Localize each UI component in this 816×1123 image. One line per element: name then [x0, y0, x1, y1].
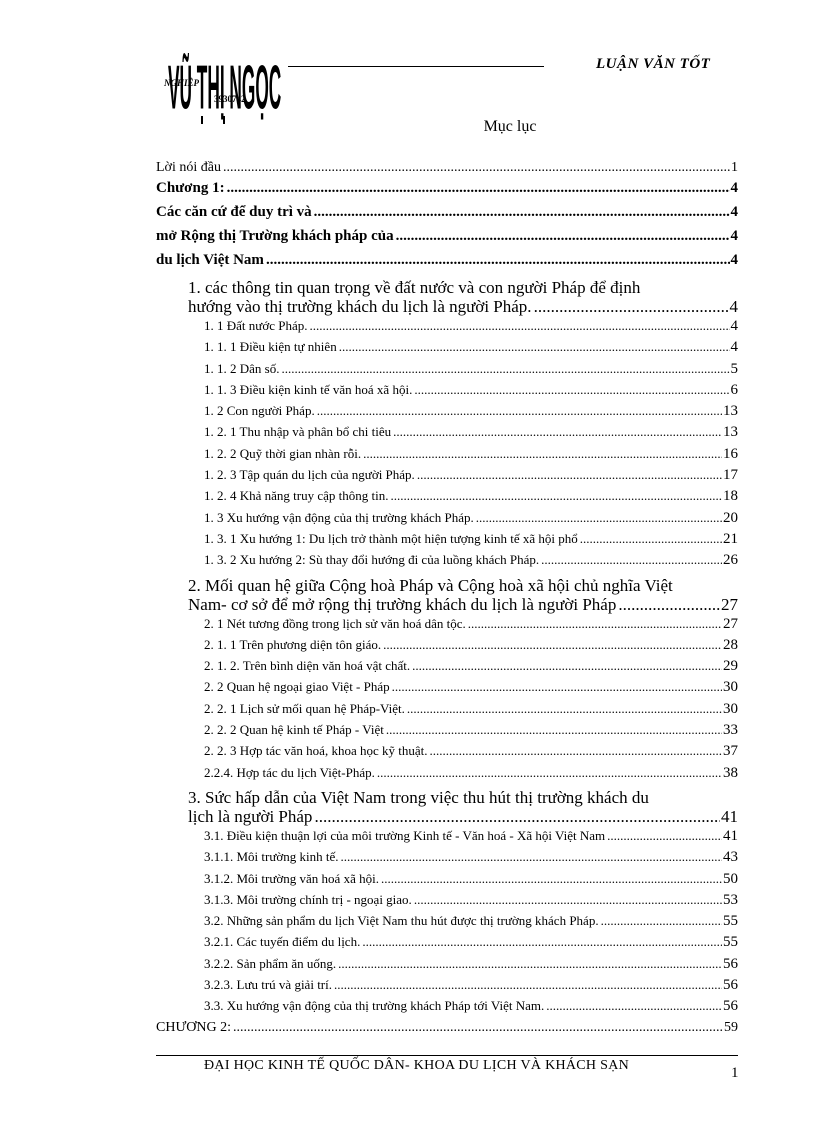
toc-entry-page: 4: [729, 298, 738, 316]
toc-title: Mục lục: [483, 118, 537, 135]
header-label: LUẬN VĂN TỐT: [596, 56, 711, 72]
toc-entry-label: 1. 1. 1 Điều kiện tự nhiên: [204, 340, 337, 355]
toc-entry-page: 56: [723, 956, 738, 972]
toc-entry-label: 3.2.3. Lưu trú và giải trí.: [204, 978, 332, 993]
toc-entry[interactable]: [156, 893, 738, 914]
toc-entry[interactable]: [156, 253, 738, 277]
toc-entry[interactable]: [156, 808, 738, 829]
toc-entry-page: 41: [723, 828, 738, 844]
logo-name: VŨ THỊ NGỌC: [168, 52, 282, 123]
toc-entry[interactable]: [156, 404, 738, 425]
toc-entry-label: hướng vào thị trường khách du lịch là người Pháp.: [188, 298, 532, 316]
toc-entry-page: 53: [723, 892, 738, 908]
toc-entry-page: 13: [723, 425, 738, 441]
toc-entry-page: 4: [730, 340, 738, 356]
toc-entry-label: 2. 2 Quan hệ ngoại giao Việt - Pháp: [204, 680, 390, 695]
toc-entry-label: 1. 2. 4 Khả năng truy cập thông tin.: [204, 489, 389, 504]
footer-rule: [156, 1055, 738, 1056]
toc-entry-page: 30: [723, 680, 738, 696]
toc-entry[interactable]: [156, 161, 738, 181]
toc-entry[interactable]: [156, 362, 738, 383]
toc-entry[interactable]: [156, 680, 738, 701]
toc-entry[interactable]: [156, 999, 738, 1020]
toc-entry-label: 1. 1 Đất nước Pháp.: [204, 319, 308, 333]
toc-entry-page: 43: [723, 850, 738, 866]
toc-entry-page: 13: [723, 404, 738, 420]
header-rule: [288, 66, 544, 67]
toc-entry-label: 3.2. Những sản phẩm du lịch Việt Nam thu hút được thị trường khách Pháp.: [204, 914, 599, 929]
toc-entry-page: 27: [723, 616, 738, 632]
toc-entry-page: 26: [723, 553, 738, 569]
toc-entry-page: 41: [721, 807, 738, 826]
toc-entry[interactable]: [156, 468, 738, 489]
page-number: 1: [731, 1065, 739, 1081]
toc-entry[interactable]: [156, 205, 738, 229]
toc-entry[interactable]: [156, 978, 738, 999]
toc-entry-label: 1. 1. 3 Điều kiện kinh tế văn hoá xã hội.: [204, 382, 413, 397]
toc-entry[interactable]: [156, 181, 738, 205]
toc-entry-label: 1. 2 Con người Pháp.: [204, 404, 315, 419]
toc-entry-page: 4: [730, 253, 738, 268]
toc-entry-label: 3.1.3. Môi trường chính trị - ngoại giao.: [204, 892, 412, 907]
toc-entry-page: 29: [723, 659, 738, 675]
toc-entry[interactable]: [156, 914, 738, 935]
toc-entry-label: 2. 2. 2 Quan hệ kinh tế Pháp - Việt: [204, 723, 384, 738]
toc-entry-line1[interactable]: 2. Mối quan hệ giữa Cộng hoà Pháp và Cộng hoà xã hội chủ nghĩa Việt: [188, 575, 673, 595]
toc-entry-label: 1. 1. 2 Dân số.: [204, 361, 280, 376]
toc-entry[interactable]: [156, 532, 738, 553]
toc-entry[interactable]: [156, 511, 738, 532]
logo: [150, 40, 282, 130]
footer-text: ĐẠI HỌC KINH TẾ QUỐC DÂN- KHOA DU LỊCH VÀ KHÁCH SẠN: [204, 1058, 630, 1073]
toc-entry-label: 2. 1. 2. Trên bình diện văn hoá vật chất.: [204, 659, 411, 674]
toc-entry-label: Các căn cứ để duy trì và: [156, 205, 312, 220]
toc-entry-page: 4: [730, 181, 738, 196]
toc-entry-page: 4: [730, 319, 738, 334]
toc-entry[interactable]: [156, 383, 738, 404]
toc-entry[interactable]: [156, 935, 738, 956]
table-of-contents: [156, 161, 738, 1041]
toc-entry[interactable]: [156, 617, 738, 638]
toc-entry-page: 4: [730, 229, 738, 244]
toc-entry-label: 2. 1. 1 Trên phương diện tôn giáo.: [204, 637, 382, 652]
toc-entry-page: 59: [724, 1020, 738, 1035]
toc-entry-page: 1: [731, 161, 738, 175]
toc-entry-page: 5: [730, 361, 738, 377]
toc-entry[interactable]: [156, 596, 738, 617]
toc-entry[interactable]: [156, 723, 738, 744]
toc-entry[interactable]: [156, 298, 738, 319]
toc-entry[interactable]: [156, 553, 738, 574]
toc-entry[interactable]: [156, 702, 738, 723]
toc-entry[interactable]: [156, 489, 738, 510]
toc-entry[interactable]: [156, 447, 738, 468]
toc-entry[interactable]: [156, 957, 738, 978]
toc-entry-page: 20: [723, 510, 738, 526]
toc-entry[interactable]: [156, 766, 738, 787]
toc-entry-label: 1. 2. 2 Quỹ thời gian nhàn rỗi.: [204, 446, 362, 461]
toc-entry[interactable]: [156, 872, 738, 893]
toc-entry-page: 17: [723, 468, 738, 484]
toc-entry[interactable]: [156, 850, 738, 871]
toc-entry-page: 37: [723, 744, 738, 760]
toc-entry-label: du lịch Việt Nam: [156, 253, 264, 268]
toc-entry-page: 30: [723, 701, 738, 717]
toc-entry-page: 27: [721, 595, 738, 614]
toc-entry-page: 50: [723, 871, 738, 887]
toc-entry-label: 2.2.4. Hợp tác du lịch Việt-Pháp.: [204, 765, 375, 780]
toc-entry-label: 1. 2. 3 Tập quán du lịch của người Pháp.: [204, 468, 415, 483]
toc-entry-label: 1. 3 Xu hướng vận động của thị trường khách Pháp.: [204, 510, 474, 525]
toc-entry-label: 2. 1 Nét tương đồng trong lịch sử văn hoá dân tộc.: [204, 616, 466, 631]
toc-entry[interactable]: [156, 659, 738, 680]
toc-entry[interactable]: [156, 829, 738, 850]
toc-entry-line1[interactable]: 1. các thông tin quan trọng về đất nước và con người Pháp để định: [188, 278, 641, 297]
toc-entry-label: 3.1.2. Môi trường văn hoá xã hội.: [204, 871, 379, 886]
toc-entry-label: Lời nói đầu: [156, 161, 221, 175]
toc-entry-page: 33: [723, 723, 738, 739]
toc-entry-page: 55: [723, 935, 738, 951]
toc-entry[interactable]: [156, 744, 738, 765]
toc-entry-page: 21: [723, 531, 738, 547]
toc-entry-label: 1. 3. 2 Xu hướng 2: Sù thay đổi hướng đi của luồng khách Pháp.: [204, 553, 540, 568]
logo-number: 3930742: [214, 94, 246, 104]
toc-entry-page: 16: [723, 446, 738, 462]
toc-entry[interactable]: [156, 425, 738, 446]
toc-entry-page: 55: [723, 914, 738, 930]
logo-sub-text: NGHIỆP: [164, 78, 200, 88]
toc-entry-label: 3.1.1. Môi trường kinh tế.: [204, 850, 339, 865]
toc-entry-label: 3.2.1. Các tuyến điểm du lịch.: [204, 935, 361, 950]
toc-entry-line1[interactable]: 3. Sức hấp dẫn của Việt Nam trong việc thu hút thị trường khách du: [188, 787, 649, 807]
toc-entry-label: 1. 2. 1 Thu nhập và phân bổ chi tiêu: [204, 425, 392, 440]
toc-entry-label: 3.2.2. Sản phẩm ăn uống.: [204, 956, 337, 971]
toc-entry-page: 56: [723, 999, 738, 1015]
toc-entry[interactable]: [156, 1021, 738, 1041]
toc-entry-label: CHƯƠNG 2:: [156, 1020, 232, 1035]
toc-entry-label: 2. 2. 3 Hợp tác văn hoá, khoa học kỹ thuật.: [204, 744, 428, 759]
toc-entry-label: Nam- cơ sở để mở rộng thị trường khách du lịch là người Pháp: [188, 595, 617, 614]
toc-entry-label: lịch là người Pháp: [188, 807, 313, 826]
toc-entry-page: 56: [723, 978, 738, 994]
toc-entry-page: 6: [730, 382, 738, 398]
toc-entry-label: 3.1. Điều kiện thuận lợi của môi trường Kinh tế - Văn hoá - Xã hội Việt Nam: [204, 828, 606, 843]
toc-entry[interactable]: [156, 319, 738, 340]
toc-entry-label: mở Rộng thị Trường khách pháp của: [156, 229, 394, 244]
toc-entry-page: 28: [723, 637, 738, 653]
toc-entry-page: 4: [730, 205, 738, 220]
toc-entry[interactable]: [156, 340, 738, 361]
toc-entry-label: 1. 3. 1 Xu hướng 1: Du lịch trở thành một hiện tượng kinh tế xã hội phổ: [204, 531, 578, 546]
toc-entry-label: 3.3. Xu hướng vận động của thị trường khách Pháp tới Việt Nam.: [204, 999, 545, 1014]
toc-entry-page: 38: [723, 765, 738, 781]
toc-entry[interactable]: [156, 638, 738, 659]
toc-entry-label: Chương 1:: [156, 181, 225, 196]
toc-entry-label: 2. 2. 1 Lịch sử mối quan hệ Pháp-Việt.: [204, 701, 405, 716]
toc-entry[interactable]: [156, 229, 738, 253]
toc-entry-page: 18: [723, 489, 738, 505]
